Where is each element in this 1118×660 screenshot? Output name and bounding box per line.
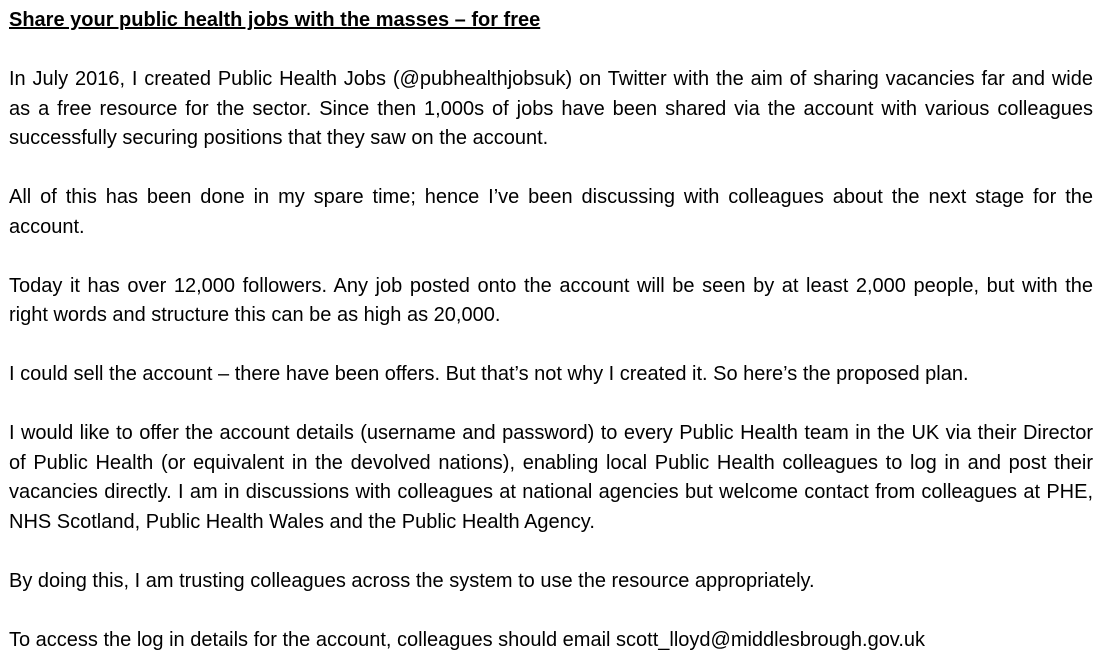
paragraph-followers: Today it has over 12,000 followers. Any job posted onto the account will be seen by at least 2,000 people, but with the right words and structure this can be as high as 20,000. bbox=[9, 274, 1093, 326]
paragraph-trust: By doing this, I am trusting colleagues across the system to use the resource appropriately. bbox=[9, 569, 815, 592]
paragraph-proposed-plan: I would like to offer the account details (username and password) to every Public Health team in the UK via their Director of Public Health (or equivalent in the devolved nations), enabling local Public Health colleagues to log in and post their vacancies directly. I am in discussions with colleagues at national agencies but welcome contact from colleagues at PHE, NHS Scotland, Public Health Wales and the Public Health Agency. bbox=[9, 422, 1093, 533]
paragraph-spare-time: All of this has been done in my spare time; hence I’ve been discussing with colleagues about the next stage for the account. bbox=[9, 186, 1093, 238]
paragraph-sell-account: I could sell the account – there have been offers. But that’s not why I created it. So here’s the proposed plan. bbox=[9, 363, 969, 385]
document-title: Share your public health jobs with the masses – for free bbox=[9, 9, 541, 31]
paragraph-contact-email: To access the log in details for the account, colleagues should email scott_lloyd@middlesbrough.gov.uk bbox=[9, 628, 926, 651]
document-body bbox=[9, 6, 1093, 655]
paragraph-history: In July 2016, I created Public Health Jobs (@pubhealthjobsuk) on Twitter with the aim of sharing vacancies far and wide as a free resource for the sector. Since then 1,000s of jobs have been shared via the account with various colleagues successfully securing positions that they saw on the account. bbox=[9, 68, 1093, 149]
